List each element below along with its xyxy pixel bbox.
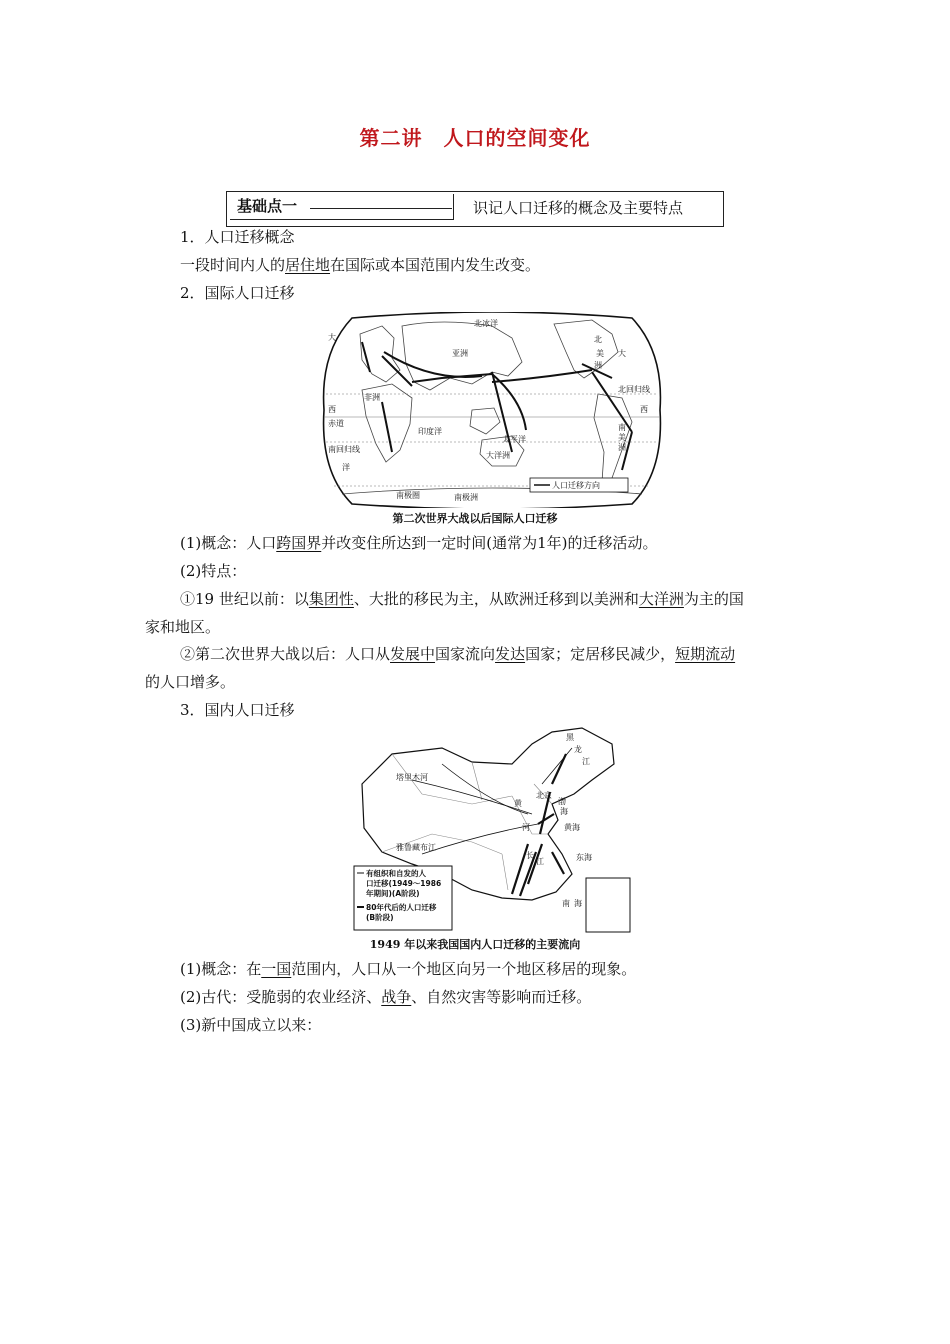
map-label: 印度洋 bbox=[418, 427, 442, 436]
map-label: 东海 bbox=[576, 853, 592, 862]
map-label: 北 bbox=[594, 335, 602, 344]
map-label: 南极圈 bbox=[396, 491, 420, 500]
map-label: 海 bbox=[574, 899, 582, 908]
map-label: 洋 bbox=[342, 463, 350, 472]
map-label: 南极洲 bbox=[454, 493, 478, 502]
world-map-caption: 第二次世界大战以后国际人口迁移 bbox=[392, 512, 558, 525]
legend-b-line: (B阶段) bbox=[366, 913, 394, 922]
legend-b-line: 80年代后的人口迁移 bbox=[366, 903, 437, 912]
map-label: 南 bbox=[562, 899, 570, 908]
section-1-heading: 1．人口迁移概念 bbox=[180, 228, 295, 246]
map-label: 太平洋 bbox=[502, 435, 526, 444]
map-label: 南 bbox=[618, 423, 626, 432]
map-label: 北京 bbox=[536, 791, 552, 800]
map-label: 西 bbox=[328, 405, 336, 414]
map-label: 塔里木河 bbox=[396, 773, 428, 782]
map-label: 洲 bbox=[618, 443, 626, 452]
knowledge-point-tab bbox=[230, 194, 454, 220]
legend-a-line: 口迁移(1949～1986 bbox=[366, 879, 442, 888]
map-legend-text: 人口迁移方向 bbox=[552, 481, 600, 490]
map-label: 北冰洋 bbox=[474, 319, 498, 328]
section-3-new-china: (3)新中国成立以来： bbox=[180, 1016, 322, 1034]
knowledge-point-label: 基础点一 bbox=[237, 197, 298, 215]
map-label: 南回归线 bbox=[328, 445, 360, 454]
map-label: 大 bbox=[328, 333, 336, 342]
map-label: 渤 bbox=[558, 797, 566, 806]
section-3-heading: 3．国内人口迁移 bbox=[180, 701, 295, 719]
map-label: 黄 bbox=[514, 799, 522, 808]
china-migration-map bbox=[352, 724, 640, 934]
section-2-heading: 2．国际人口迁移 bbox=[180, 284, 295, 302]
feature-1: ①19 世纪以前：以集团性、大批的移民为主，从欧洲迁移到以美洲和大洋洲为主的国 bbox=[180, 590, 744, 608]
map-label: 赤道 bbox=[328, 419, 344, 428]
map-label: 江 bbox=[582, 757, 590, 766]
feature-2: ②第二次世界大战以后：人口从发展中国家流向发达国家；定居移民减少，短期流动 bbox=[180, 645, 736, 663]
map-label: 非洲 bbox=[364, 393, 380, 402]
legend-a-line: 有组织和自发的人 bbox=[366, 869, 426, 878]
map-label: 长 bbox=[526, 851, 534, 860]
legend-a-line: 年期间)(A阶段) bbox=[366, 889, 420, 898]
map-label: 雅鲁藏布江 bbox=[396, 843, 436, 852]
feature-1-cont: 家和地区。 bbox=[145, 618, 221, 636]
map-label: 河 bbox=[522, 823, 530, 832]
map-label: 黄海 bbox=[564, 823, 580, 832]
map-label: 大洋洲 bbox=[486, 451, 510, 460]
map-label: 西 bbox=[640, 405, 648, 414]
page-title: 第二讲 人口的空间变化 bbox=[359, 126, 591, 150]
map-label: 洲 bbox=[594, 361, 602, 370]
knowledge-point-text: 识记人口迁移的概念及主要特点 bbox=[473, 199, 684, 217]
map-label: 江 bbox=[536, 857, 544, 866]
south-sea-inset bbox=[586, 878, 630, 932]
map-label: 大 bbox=[618, 349, 626, 358]
map-label: 黑 bbox=[566, 733, 574, 742]
map-label: 海 bbox=[560, 807, 568, 816]
section-2-feature-heading: (2)特点： bbox=[180, 562, 247, 580]
section-1-text: 一段时间内人的居住地在国际或本国范围内发生改变。 bbox=[180, 256, 541, 274]
section-3-ancient: (2)古代：受脆弱的农业经济、战争、自然灾害等影响而迁移。 bbox=[180, 988, 592, 1006]
china-map-caption: 1949 年以来我国国内人口迁移的主要流向 bbox=[369, 938, 581, 951]
map-label: 龙 bbox=[574, 745, 582, 754]
map-label: 美 bbox=[596, 349, 604, 358]
divider bbox=[310, 208, 452, 209]
map-label: 北回归线 bbox=[618, 385, 650, 394]
section-3-concept: (1)概念：在一国范围内，人口从一个地区向另一个地区移居的现象。 bbox=[180, 960, 637, 978]
knowledge-point-box bbox=[226, 191, 724, 227]
world-migration-map bbox=[322, 312, 662, 508]
feature-2-cont: 的人口增多。 bbox=[145, 673, 236, 691]
map-label: 美 bbox=[618, 433, 626, 442]
map-label: 亚洲 bbox=[452, 349, 468, 358]
section-2-concept: (1)概念：人口跨国界并改变住所达到一定时间(通常为1年)的迁移活动。 bbox=[180, 534, 658, 552]
